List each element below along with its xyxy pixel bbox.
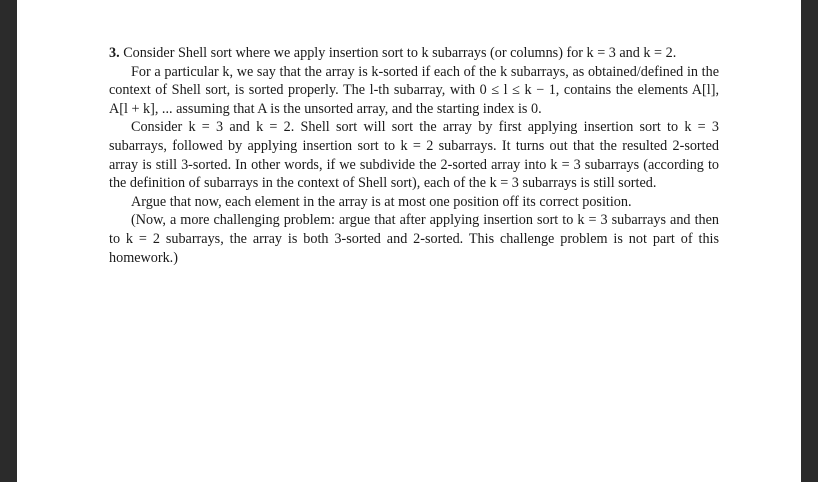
- document-page: [17, 0, 801, 482]
- paragraph-task: Argue that now, each element in the array is at most one position off its correct position.: [131, 193, 632, 210]
- problem-statement: [109, 44, 719, 63]
- paragraph-shell-sort: Consider k = 3 and k = 2. Shell sort will sort the array by first applying insertion sort to k = 3 subarrays, followed by applying insertion sort to k = 2 subarrays. It turns out that the resulted 2-sorted array is still 3-sorted. In other words, if we subdivide the 2-sorted array into k = 3 subarrays (according to the definition of subarrays in the context of Shell sort), each of the k = 3 subarrays is still sorted.: [109, 119, 719, 192]
- paragraph-definition: For a particular k, we say that the array is k-sorted if each of the k subarrays, as obtained/defined in the context of Shell sort, is sorted properly. The l-th subarray, with 0 ≤ l ≤ k − 1, contains the elements A[l], A[l + k], ... assuming that A is the unsorted array, and the starting index is 0.: [109, 63, 719, 117]
- paragraph-challenge: (Now, a more challenging problem: argue that after applying insertion sort to k = 3 subarrays and then to k = 2 subarrays, the array is both 3-sorted and 2-sorted. This challenge problem is not part of this homework.): [109, 212, 719, 266]
- problem-number: 3.: [109, 45, 120, 61]
- problem-statement-text: Consider Shell sort where we apply insertion sort to k subarrays (or columns) for k = 3 and k = 2.: [123, 45, 677, 61]
- problem-text-block: [109, 44, 719, 267]
